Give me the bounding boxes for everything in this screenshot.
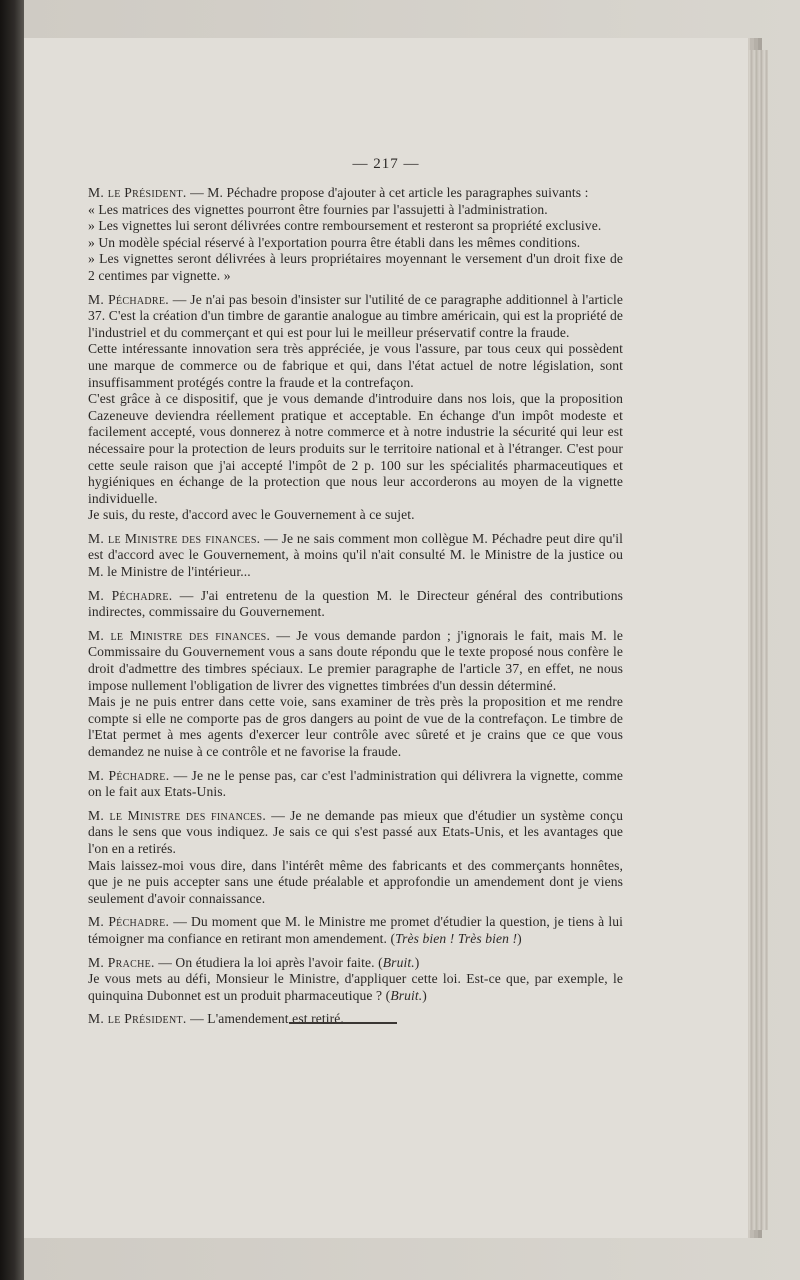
paragraph xyxy=(88,531,623,581)
paragraph-text: « Les matrices des vignettes pourront être fournies par l'assujetti à l'administration. xyxy=(88,201,548,217)
paragraph-text: C'est grâce à ce dispositif, que je vous demande d'introduire dans nos lois, que la proposition Cazeneuve deviendra réellement pratique et acceptable. En échange d'un impôt modeste et facilement accepté, vous donnerez à notre commerce et à notre industrie la sécurité qui leur est nécessaire pour la protection de leurs produits sur le territoire national et à l'étranger. C'est pour cette seule raison que j'ai accepté l'impôt de 2 p. 100 sur les spécialités pharmaceutiques et hygiéniques en échange de la protection que nous leur accorderons au moyen de la vignette individuelle. xyxy=(88,391,623,506)
paragraph-text: — Je ne demande pas mieux que d'étudier un système conçu dans le sens que vous indiquez. Je sais ce qui s'est passé aux Etats-Unis, et les avantages que l'on en a retirés. xyxy=(88,807,623,856)
book-gutter xyxy=(0,0,24,1280)
page-number: — 217 — xyxy=(352,156,420,172)
speaker: M. le Président. xyxy=(88,1011,187,1027)
paragraph-text: — J'ai entretenu de la question M. le Directeur général des contributions indirectes, commissaire du Gouvernement. xyxy=(88,587,623,620)
speaker: M. Péchadre. xyxy=(88,587,173,603)
paragraph-text: — Je vous demande pardon ; j'ignorais le fait, mais M. le Commissaire du Gouvernement vous a sans doute répondu que le texte proposé nous confère le droit d'admettre des timbres spéciaux. Le premier paragraphe de l'article 37, en effet, ne nous impose nullement l'obligation de livrer des vignettes timbrées d'un dessin déterminé. xyxy=(88,627,623,693)
paragraph xyxy=(88,218,623,235)
paragraph xyxy=(88,858,623,908)
paragraph xyxy=(88,768,623,801)
noise-note: Bruit. xyxy=(382,954,415,970)
paragraph xyxy=(88,341,623,391)
paragraph-text: » Les vignettes lui seront délivrées contre remboursement et resteront sa propriété exclusive. xyxy=(88,218,602,234)
paragraph-text: — L'amendement est retiré. xyxy=(186,1011,344,1027)
applause-note: Très bien ! Très bien ! xyxy=(395,930,518,946)
paragraph xyxy=(88,185,623,202)
paragraph xyxy=(88,251,623,284)
paragraph-tail: ) xyxy=(414,954,420,970)
paragraph-text: — Du moment que M. le Ministre me promet d'étudier la question, je tiens à lui témoigner ma confiance en retirant mon amendement. ( xyxy=(88,914,623,946)
speaker: M. Péchadre. xyxy=(88,767,170,783)
speaker: M. le Ministre des finances. xyxy=(88,530,261,546)
speaker: M. Prache. xyxy=(88,954,155,970)
paragraph xyxy=(88,292,623,342)
paragraph-text: » Un modèle spécial réservé à l'exportation pourra être établi dans les mêmes conditions. xyxy=(88,234,581,250)
speaker: M. Péchadre. xyxy=(88,914,170,930)
paragraph-text: — M. Péchadre propose d'ajouter à cet article les paragraphes suivants : xyxy=(186,185,589,200)
paragraph xyxy=(88,955,623,972)
paragraph-text: Je suis, du reste, d'accord avec le Gouvernement à ce sujet. xyxy=(88,507,415,523)
paragraph xyxy=(88,914,623,947)
paragraph-text: — Je ne sais comment mon collègue M. Péchadre peut dire qu'il est d'accord avec le Gouvernement, à moins qu'il n'ait consulté M. le Ministre de la justice ou M. le Ministre de l'intérieur... xyxy=(88,530,623,580)
end-rule-divider xyxy=(289,1022,397,1024)
paragraph-text: » Les vignettes seront délivrées à leurs propriétaires moyennant le versement d'un droit fixe de 2 centimes par vignette. » xyxy=(88,251,623,283)
paragraph-text: Je vous mets au défi, Monsieur le Ministre, d'appliquer cette loi. Est-ce que, par exemple, le quinquina Dubonnet est un produit pharmaceutique ? ( xyxy=(88,971,623,1003)
paragraph xyxy=(88,588,623,621)
paragraph xyxy=(88,694,623,760)
noise-note: Bruit. xyxy=(390,987,423,1003)
speaker: M. le Ministre des finances. xyxy=(88,627,271,643)
paragraph xyxy=(88,808,623,858)
paragraph xyxy=(88,202,623,219)
paragraph xyxy=(88,391,623,507)
speaker: M. Péchadre. xyxy=(88,291,169,307)
speaker: M. le Président. xyxy=(88,185,187,200)
paragraph xyxy=(88,628,623,694)
paragraph-text: Cette intéressante innovation sera très appréciée, je vous l'assure, par tous ceux qui possèdent une marque de commerce ou de fabrique et qui, dans l'état actuel de notre législation, sont insuffisamment protégés contre la fraude et la contrefaçon. xyxy=(88,341,623,390)
paragraph-text: — Je ne le pense pas, car c'est l'administration qui délivrera la vignette, comme on le fait aux Etats-Unis. xyxy=(88,767,624,800)
speaker: M. le Ministre des finances. xyxy=(88,807,267,823)
paragraph xyxy=(88,507,623,524)
page-edges xyxy=(748,50,768,1230)
paragraph-tail: ) xyxy=(517,930,522,946)
paragraph-text: — Je n'ai pas besoin d'insister sur l'utilité de ce paragraphe additionnel à l'article 37. C'est la création d'un timbre de garantie analogue au timbre américain, qui est la propriété de l'industriel et du commerçant et qui est pour lui le meilleur préservatif contre la fraude. xyxy=(88,291,623,340)
page-text xyxy=(88,185,623,1028)
paragraph-text: Mais je ne puis entrer dans cette voie, sans examiner de très près la proposition et me rendre compte si elle ne comporte pas de gros dangers au point de vue de la contrefaçon. Le timbre de l'Etat permet à mes agents d'exercer leur contrôle avec sûreté et je crains que ce que vous demandez ne nuise à ce contrôle et ne favorise la fraude. xyxy=(88,694,623,759)
paragraph xyxy=(88,971,623,1004)
paragraph xyxy=(88,235,623,252)
paragraph-tail: ) xyxy=(422,987,427,1003)
paragraph-text: — On étudiera la loi après l'avoir faite. ( xyxy=(154,954,383,970)
paragraph-text: Mais laissez-moi vous dire, dans l'intérêt même des fabricants et des commerçants honnêtes, que je ne puis accepter sans une étude préalable et approfondie un amendement dont je viens seulement d'avoir connaissance. xyxy=(88,857,623,906)
paragraph xyxy=(88,1011,623,1028)
